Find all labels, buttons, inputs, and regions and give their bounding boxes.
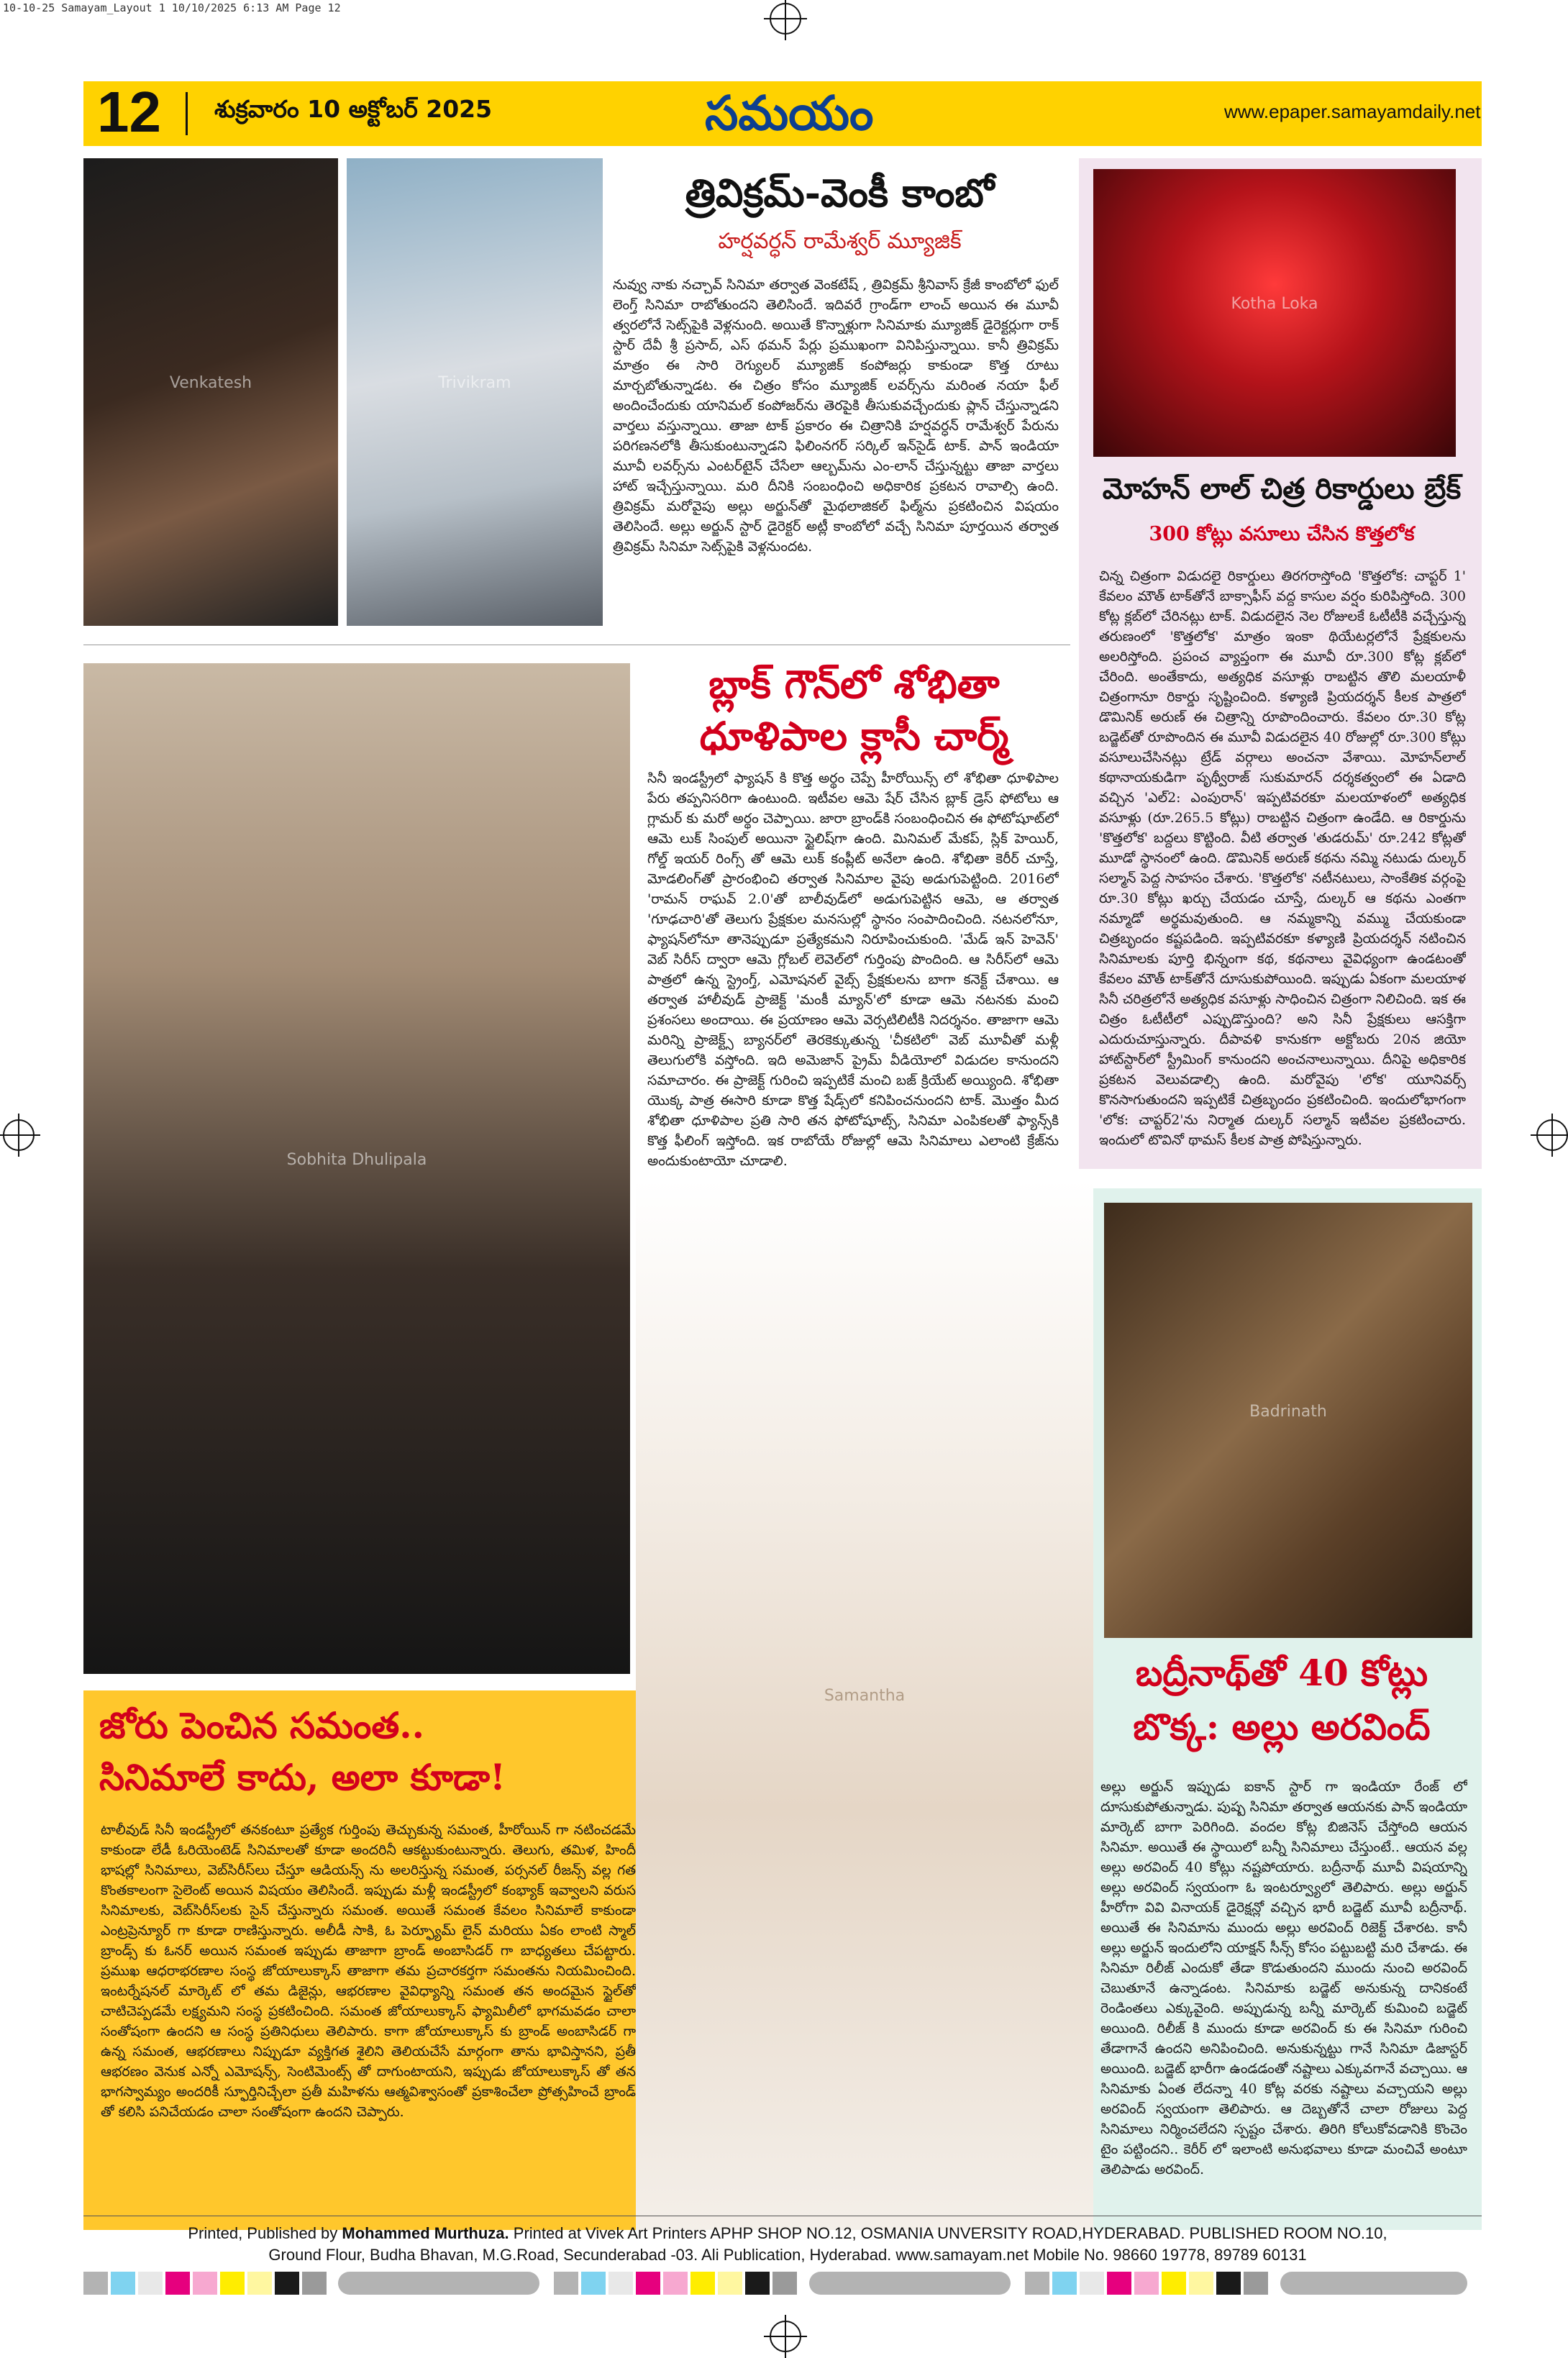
samantha-photo: Samantha xyxy=(636,1180,1093,2230)
story4-headline-line2: సినిమాలే కాదు, అలా కూడా! xyxy=(99,1756,506,1798)
story5-headline-line2: బొక్క: అల్లు అరవింద్ xyxy=(1133,1706,1431,1748)
print-slug: 10-10-25 Samayam_Layout 1 10/10/2025 6:13 AM Page 12 xyxy=(3,1,341,14)
story2-body: చిన్న చిత్రంగా విడుదలై రికార్డులు తిరగరాస్తోంది 'కొత్తలోక: చాప్టర్ 1' కేవలం మౌత్ టాక్‌తోనే బాక్సాఫీస్ వద్ద కాసుల వర్షం కురిపిస్తోంది. 300 కోట్ల క్లబ్‌లో చేరినట్లు టాక్. విడుదలైన నెల రోజులకే ఓటీటీకి వచ్చేస్తున్న తరుణంలో 'కొత్తలోక' మాత్రం ఇంకా థియేటర్లలోనే ప్రేక్షకులను అలరిస్తోంది. ప్రపంచ వ్యాప్తంగా ఈ మూవీ రూ.300 కోట్ల క్లబ్‌లో చేరింది. అంతేకాదు, అత్యధిక వసూళ్లు రాబట్టిన తొలి మలయాళీ చిత్రంగానూ రికార్డు సృష్టించింది. కళ్యాణి ప్రియదర్శన్ కీలక పాత్రలో డొమినిక్ అరుణ్ ఈ చిత్రాన్ని రూపొందించారు. కేవలం రూ.30 కోట్ల బడ్జెట్‌తో రూపొందిన ఈ మూవీ విడుదలైన 40 రోజుల్లో రూ.300 కోట్లు వసూలుచేసినట్లు ట్రేడ్ వర్గాలు అంచనా వేశాయి. మోహన్‌లాల్ కథానాయకుడిగా పృథ్వీరాజ్ సుకుమారన్ దర్శకత్వంలో ఈ ఏడాది వచ్చిన 'ఎల్2: ఎంపురాన్' ఇప్పటివరకూ మలయాళంలో అత్యధిక వసూళ్లు (రూ.265.5 కోట్లు) రాబట్టిన చిత్రంగా ఉండేది. ఆ రికార్డును 'కొత్తలోక' బద్దలు కొట్టింది. వీటి తర్వాత 'తుడరుమ్' రూ.242 కోట్లతో మూడో స్థానంలో ఉంది. డొమినిక్ అరుణ్ కథను నమ్మి నటుడు దుల్కర్ సల్మాన్ పెద్ద సాహసం చేశారు. 'కొత్తలోక' నటీనటులు, సాంకేతిక వర్గంపై రూ.30 కోట్లు ఖర్చు చేయడం చూస్తే, దుల్కర్ ఆ కథను ఎంతగా నమ్మాడో అర్థమవుతుంది. ఆ నమ్మకాన్ని వమ్ము చేయకుండా చిత్రబృందం కష్టపడింది. ఇప్పటివరకూ కళ్యాణి ప్రియదర్శన్ నటించిన సినిమాలకు పూర్తి భిన్నంగా కథ, కథనాలు వైవిధ్యంగా ఉండటంతో కేవలం మౌత్ టాక్‌తోనే దూసుకుపోయింది. ఇప్పుడు ఏకంగా మలయాళ సినీ చరిత్రలోనే అత్యధిక వసూళ్లు సాధించిన చిత్రంగా నిలిచింది. ఇక ఈ చిత్రం ఓటీటీలో ఎప్పుడొస్తుంది? అని సినీ ప్రేక్షకులు ఆసక్తిగా ఎదురుచూస్తున్నారు. దీపావళి కానుకగా అక్టోబరు 20న జియో హాట్‌స్టార్‌లో స్ట్రీమింగ్ కానుందని అంచనాలున్నాయి. దీనిపై అధికారిక ప్రకటన వెలువడాల్సి ఉంది. మరోవైపు 'లోక' యూనివర్స్ కొనసాగుతుందని ఇప్పటికే చిత్రబృందం ప్రకటించింది. ఇందులోభాగంగా 'లోక: చాప్టర్2'ను నిర్మాత దుల్కర్ సల్మాన్ ఇటీవల ప్రకటించారు. ఇందులో టొవినో థామస్ కీలక పాత్ర పోషిస్తున్నారు. xyxy=(1099,568,1466,1148)
color-bar-2 xyxy=(554,2272,797,2295)
story5-headline-line1: బద్రీనాథ్‌తో 40 కోట్లు xyxy=(1135,1652,1428,1694)
badrinath-photo: Badrinath xyxy=(1104,1203,1472,1638)
registration-mark-left xyxy=(3,1119,35,1151)
story3-headline-line2: ధూళిపాల క్లాసీ చార్మ్ xyxy=(699,713,1009,759)
story5-body: అల్లు అర్జున్ ఇప్పుడు ఐకాన్ స్టార్ గా ఇండియా రేంజ్ లో దూసుకుపోతున్నాడు. పుష్ప సినిమా తర్వాత ఆయనకు పాన్ ఇండియా మార్కెట్ బాగా పెరిగింది. వందల కోట్ల బిజినెస్ చేస్తోంది ఆయన సినిమా. అయితే ఈ స్థాయిలో బన్నీ సినిమాలు చేస్తుంటే.. ఆయన వల్ల అల్లు అరవింద్ 40 కోట్లు నష్టపోయారు. బద్రీనాథ్ మూవీ విషయాన్ని అల్లు అరవింద్ స్వయంగా ఓ ఇంటర్వ్యూలో తెలిపారు. అల్లు అర్జున్ హీరోగా వివి వినాయక్ డైరెక్షన్లో వచ్చిన భారీ బడ్జెట్ మూవీ బద్రీనాథ్. అయితే ఈ సినిమాను ముందు అల్లు అరవింద్ రిజెక్ట్ చేశారట. కానీ అల్లు అర్జున్ ఇందులోని యాక్షన్ సీన్స్ కోసం పట్టుబట్టి మరి చేశాడు. ఈ సినిమా రిలీజ్ ఎందుకో తేడా కొడుతుందని ముందు నుంచి అరవింద్ చెబుతూనే ఉన్నాడంట. సినిమాకు బడ్జెట్ అనుకున్న దానికంటే రెండింతలు ఎక్కువైంది. అప్పుడున్న బన్నీ మార్కెట్ కుమించి బడ్జెట్ అయింది. రిలీజ్ కి ముందు కూడా అరవింద్ కు ఈ సినిమా గురించి తేడాగానే ఉందని అనిపించింది. అనుకున్నట్టు గానే సినిమా డిజాస్టర్ అయింది. బడ్జెట్ భారీగా ఉండడంతో నష్టాలు ఎక్కువగానే వచ్చాయి. ఆ సినిమాకు ఏంత లేదన్నా 40 కోట్ల వరకు నష్టాలు వచ్చాయని అల్లు అరవింద్ స్వయంగా తెలిపారు. ఆ దెబ్బతోనే చాలా రోజులు పెద్ద సినిమాలు నిర్మించలేదని స్పష్టం చేశారు. తిరిగి కోలుకోవడానికి కొంచెం టైం పట్టిందని.. కెరీర్ లో ఇలాంటి అనుభవాలు కూడా మంచివే అంటూ తెలిపాడు అరవింద్. xyxy=(1100,1779,1467,2177)
story1-headline: త్రివిక్రమ్-వెంకీ కాంబో xyxy=(685,170,995,216)
registration-mark-bottom xyxy=(770,2321,801,2352)
issue-date: శుక్రవారం 10 అక్టోబర్ 2025 xyxy=(214,95,493,123)
masthead: సమయం xyxy=(705,85,874,141)
story3-body: సినీ ఇండస్ట్రీలో ఫ్యాషన్ కి కొత్త అర్థం చెప్పే హీరోయిన్స్ లో శోభితా ధూళిపాల పేరు తప్పనిసరిగా ఉంటుంది. ఇటీవల ఆమె షేర్ చేసిన బ్లాక్ డ్రెస్ ఫోటోలు ఆ గ్లామర్ కు మరో అర్థం చెప్పాయి. జారా బ్రాండ్‌కి సంబంధించిన ఈ ఫోటోషూట్‌లో ఆమె లుక్ సింపుల్ అయినా స్టైలిష్‌గా ఉంది. మినిమల్ మేకప్, స్లిక్ హెయిర్, గోల్డ్ ఇయర్ రింగ్స్ తో ఆమె లుక్ కంప్లీట్ అనేలా ఉంది. శోభితా కెరీర్ చూస్తే, మోడలింగ్‌తో ప్రారంభించి తర్వాత సినిమాల వైపు అడుగుపెట్టింది. 2016లో 'రామన్ రాఘవ్ 2.0'తో బాలీవుడ్‌లో అడుగుపెట్టిన ఆమె, ఆ తర్వాత 'గూఢచారి'తో తెలుగు ప్రేక్షకుల మనసుల్లో స్థానం సంపాదించింది. నటనలోనూ, ఫ్యాషన్‌లోనూ తానెప్పుడూ ప్రత్యేకమని నిరూపించుకుంది. 'మేడ్ ఇన్ హెవెన్' వెబ్ సిరీస్ ద్వారా ఆమె గ్లోబల్ లెవెల్‌లో గుర్తింపు పొందింది. ఆ సిరీస్‌లో ఆమె పాత్రలో ఉన్న స్ట్రెంగ్త్, ఎమోషనల్ వైబ్స్ ప్రేక్షకులను బాగా కనెక్ట్ చేశాయి. ఆ తర్వాత హాలీవుడ్ ప్రాజెక్ట్ 'మంకీ మ్యాన్'లో కూడా ఆమె నటనకు మంచి ప్రశంసలు అందాయి. ఈ ప్రయాణం ఆమె వెర్సటిలిటీకి నిదర్శనం. తాజాగా ఆమె మరిన్ని ప్రాజెక్ట్స్ బ్యానర్‌లో తెరకెక్కుతున్న 'చీకటిలో' వెబ్ మూవీతో మళ్లీ తెలుగులోకి వస్తోంది. ఇది అమెజాన్ ప్రైమ్ వీడియోలో విడుదల కానుందని సమాచారం. ఈ ప్రాజెక్ట్ గురించి ఇప్పటికే మంచి బజ్ క్రియేట్ అయ్యింది. శోభితా యొక్క పాత్ర ఈసారి కూడా కొత్త షేడ్స్‌లో కనిపించనుందని టాక్. మొత్తం మీద శోభితా ధూళిపాల ప్రతి సారి తన ఫోటోషూట్స్, సినిమా ఎంపికలతో ఫ్యాన్స్‌కి కొత్త ఫీలింగ్ ఇస్తోంది. ఇక రాబోయే రోజుల్లో ఆమె సినిమాలు ఎలాంటి క్రేజ్‌ను అందుకుంటాయో చూడాలి. xyxy=(647,770,1059,1169)
registration-mark-top xyxy=(770,3,801,35)
story1-body: నువ్వు నాకు నచ్చావ్ సినిమా తర్వాత వెంకటేష్ , త్రివిక్రమ్ శ్రీనివాస్ క్రేజీ కాంబోలో ఫుల్ లెంగ్త్ సినిమా రాబోతుందని తెలిసిందే. ఇదివరే గ్రాండ్‌గా లాంచ్ అయిన ఈ మూవీ త్వరలోనే సెట్స్‌పైకి వెళ్లనుంది. అయితే కొన్నాళ్లుగా సినిమాకు మ్యూజిక్ డైరెక్టర్లుగా రాక్ స్టార్ దేవీ శ్రీ ప్రసాద్, ఎస్ థమన్ పేర్లు ప్రముఖంగా వినిపిస్తున్నాయి. కానీ త్రివిక్రమ్ మాత్రం ఈ సారి రెగ్యులర్ మ్యూజిక్ కంపోజర్లు కాకుండా కొత్త రూటు మార్చబోతున్నాడట. ఈ చిత్రం కోసం మ్యూజిక్ లవర్స్‌ను మరింత నయా ఫీల్ అందించేందుకు యానిమల్ కంపోజర్‌ను తెరపైకి తీసుకువచ్చేందుకు ప్లాన్ చేస్తున్నాడని వార్తలు వస్తున్నాయి. తాజా టాక్ ప్రకారం ఈ చిత్రానికి హర్షవర్ధన్ రామేశ్వర్ పేరును పరిగణనలోకి తీసుకుంటున్నాడని ఫిలింనగర్ సర్కిల్ ఇన్‌సైడ్ టాక్. పాన్ ఇండియా మూవీ లవర్స్‌ను ఎంటర్‌టైన్ చేసేలా ఆల్బమ్‌ను ఎం‌-లాన్ చేస్తున్నట్టు తాజా వార్తలు హాట్ ఇచ్చేస్తున్నాయి. మరి దీనికి సంబంధించి అధికారిక ప్రకటన రావాల్సి ఉంది. త్రివిక్రమ్ మరోవైపు అల్లు అర్జున్‌తో మైథలాజికల్ ఫిల్మ్‌ను ప్రకటించిన విషయం తెలిసిందే. అల్లు అర్జున్ స్టార్ డైరెక్టర్ అట్లీ కాంబోలో వచ్చే సినిమా పూర్తయిన తర్వాత త్రివిక్రమ్ సినిమా సెట్స్‌పైకి వెళ్లనుందట. xyxy=(613,277,1059,555)
header-divider xyxy=(186,92,188,135)
trivikram-photo: Trivikram xyxy=(347,158,603,626)
sobhita-photo: Sobhita Dhulipala xyxy=(83,663,630,1674)
gray-bar-2 xyxy=(809,2272,1011,2295)
kotha-loka-photo: Kotha Loka xyxy=(1093,169,1456,457)
story1-subhead: హర్షవర్ధన్ రామేశ్వర్ మ్యూజిక్ xyxy=(718,229,962,254)
epaper-url[interactable]: www.epaper.samayamdaily.net xyxy=(1224,101,1481,122)
page-number: 12 xyxy=(97,80,161,144)
color-bar-3 xyxy=(1025,2272,1268,2295)
story2-headline: మోహన్ లాల్ చిత్ర రికార్డులు బ్రేక్ xyxy=(1102,472,1462,506)
imprint xyxy=(115,2223,1460,2266)
gray-bar-3 xyxy=(1280,2272,1467,2295)
color-bar-1 xyxy=(83,2272,327,2295)
story3-headline-line1: బ్లాక్ గౌన్‌లో శోభితా xyxy=(708,661,1000,707)
venkatesh-photo: Venkatesh xyxy=(83,158,338,626)
story4-headline-line1: జోరు పెంచిన సమంత.. xyxy=(99,1704,425,1747)
story2-subhead: 300 కోట్లు వసూలు చేసిన కొత్తలోక xyxy=(1149,523,1415,545)
registration-mark-right xyxy=(1536,1119,1568,1151)
imprint-line2: Ground Flour, Budha Bhavan, M.G.Road, Secunderabad -03. Ali Publication, Hyderabad. www.samayam.net Mobile No. 98660 19778, 89789 60131 xyxy=(268,2246,1307,2264)
story4-body: టాలీవుడ్ సినీ ఇండస్ట్రీలో తనకంటూ ప్రత్యేక గుర్తింపు తెచ్చుకున్న సమంత, హీరోయిన్ గా నటించడమే కాకుండా లేడీ ఓరియెంటెడ్ సినిమాలతో కూడా అందరినీ ఆకట్టుకుంటున్నారు. తెలుగు, తమిళ, హిందీ భాషల్లో సినిమాలు, వెబ్‌సిరీస్‌లు చేస్తూ ఆడియన్స్ ను అలరిస్తున్న సమంత, పర్సనల్ రీజన్స్ వల్ల గత కొంతకాలంగా సైలెంట్ అయిన విషయం తెలిసిందే. ఇప్పుడు మళ్లీ ఇండస్ట్రీలో కంభ్యాక్ ఇవ్వాలని వరుస సినిమాలకు, వెబ్‌సిరీస్‌లకు సైన్ చేస్తున్నారు సమంత. అయితే సమంత కేవలం సినిమాలే కాకుండా ఎంట్రప్రెన్యూర్ గా కూడా రాణిస్తున్నారు. అలీడీ సాకి, ఓ పెర్ఫ్యూమ్ లైన్ మరియు ఏకం లాంటి స్మాల్ బ్రాండ్స్ కు ఓనర్ అయిన సమంత ఇప్పుడు తాజాగా బ్రాండ్ అంబాసిడర్ గా బాధ్యతలు చేపట్టారు. ప్రముఖ ఆధరాభరణాల సంస్థ జోయాలుక్కాస్ తాజాగా తమ ప్రచారకర్తగా సమంతను నియమించింది. ఇంటర్నేషనల్ మార్కెట్ లో తమ డిజైన్లు, ఆభరణాల వైవిధ్యాన్ని సమంత తన అందమైన స్టైల్‌తో చాటిచెప్పడమే లక్ష్యమని సంస్థ ప్రకటించింది. సమంత జోయాలుక్కాస్ ఫ్యామిలీలో భాగమవడం చాలా సంతోషంగా ఉందని ఆ సంస్థ ప్రతినిధులు తెలిపారు. కాగా జోయాలుక్కాస్ కు బ్రాండ్ అంబాసిడర్ గా ఉన్న సమంత, ఆభరణాలు నిప్పుడూ వ్యక్తిగత శైలిని తెలియచేసే మార్గంగా తాను భావిస్తానని, ప్రతీ ఆభరణం వెనుక ఎన్నో ఎమోషన్స్, సెంటిమెంట్స్ తో దాగుంటాయని, ఇప్పుడు జోయాలుక్కాస్ తో తన భాగస్వామ్యం అందరికీ స్ఫూర్తినిచ్చేలా ప్రతీ మహిళను ఆత్మవిశ్వాసంతో ప్రకాశించేలా ప్రోత్సహించే బ్రాండ్ తో కలిసి పనిచేయడం చాలా సంతోషంగా ఉందని చెప్పారు. xyxy=(101,1822,636,2120)
imprint-line1: Printed, Published by Mohammed Murthuza. Printed at Vivek Art Printers APHP SHOP NO.12, OSMANIA UNVERSITY ROAD,HYDERABAD. PUBLISHED ROOM NO.10, xyxy=(188,2224,1387,2242)
gray-bar-1 xyxy=(338,2272,539,2295)
